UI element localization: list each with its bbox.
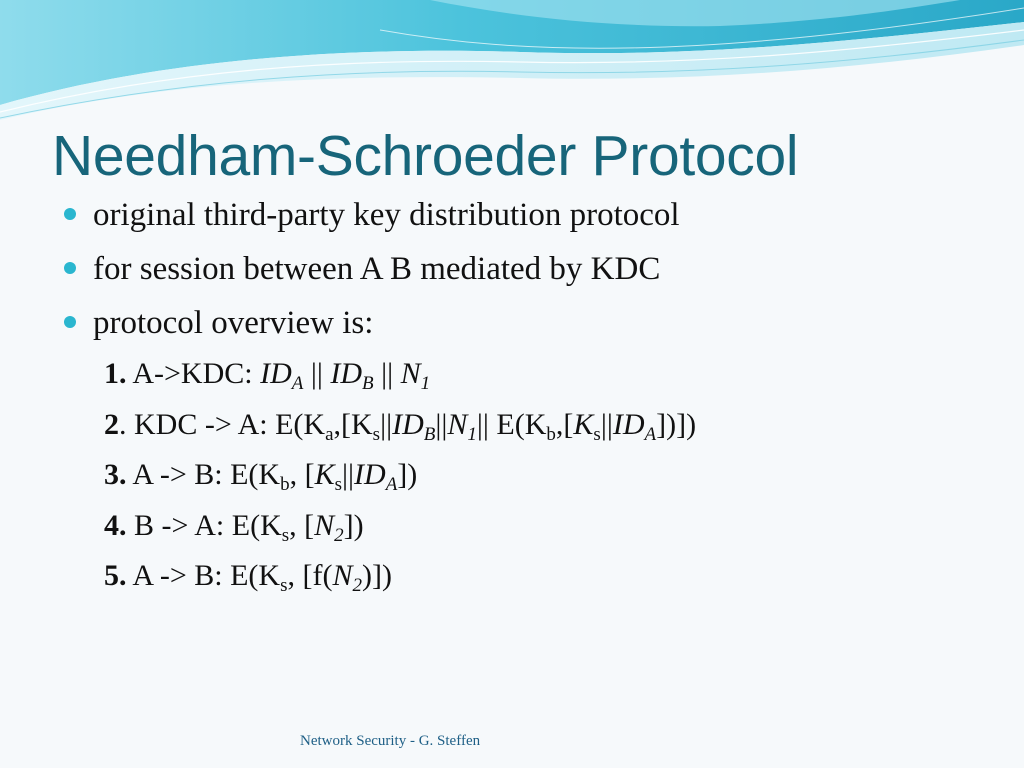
- protocol-step-2: [104, 405, 696, 456]
- bullet-dot-icon: [64, 316, 76, 328]
- subscript: s: [281, 524, 290, 546]
- step-text: , [: [289, 458, 315, 491]
- identifier: ID: [260, 357, 292, 390]
- subscript: 2: [334, 524, 344, 546]
- subscript: 1: [420, 373, 431, 394]
- nonce: N: [314, 508, 335, 542]
- subscript: s: [593, 423, 601, 445]
- identifier: ID: [354, 458, 386, 491]
- step-number: 3.: [104, 458, 127, 491]
- subscript: b: [280, 474, 290, 495]
- subscript: 1: [467, 423, 477, 445]
- step-text: ,[: [555, 407, 574, 441]
- step-text: ||: [600, 407, 613, 441]
- step-text: , [: [289, 508, 315, 542]
- subscript: s: [334, 474, 343, 495]
- slide-footer: Network Security - G. Steffen: [300, 733, 481, 749]
- subscript: a: [325, 423, 334, 445]
- bullet-dot-icon: [64, 208, 76, 220]
- nonce: N: [400, 357, 421, 390]
- step-text: ])]): [656, 407, 697, 441]
- step-text: ||: [380, 407, 393, 441]
- nonce: N: [332, 559, 353, 592]
- step-text: ]): [397, 458, 418, 491]
- identifier: ID: [392, 407, 424, 441]
- bullet-text: original third-party key distribution protocol: [93, 197, 680, 233]
- step-text: B -> A: E(K: [126, 508, 282, 542]
- protocol-step-5: [104, 556, 696, 607]
- step-text: , [f(: [287, 559, 333, 592]
- header-wave-decoration: [0, 0, 1024, 130]
- identifier: ID: [330, 357, 363, 390]
- protocol-step-3: [104, 455, 696, 506]
- protocol-step-4: [104, 506, 696, 557]
- subscript: A: [385, 474, 398, 495]
- step-text: ]): [343, 508, 364, 542]
- key: K: [314, 458, 335, 491]
- protocol-steps: [104, 354, 696, 607]
- bullet-dot-icon: [64, 262, 76, 274]
- key: K: [573, 407, 594, 441]
- subscript: s: [372, 423, 381, 445]
- nonce: N: [447, 407, 468, 441]
- subscript: B: [362, 373, 374, 394]
- bullet-item: [60, 250, 680, 304]
- step-number: 2: [104, 407, 119, 441]
- step-text: ,[K: [333, 407, 373, 441]
- step-text: ||: [373, 357, 401, 390]
- subscript: A: [291, 373, 304, 394]
- subscript: 2: [352, 575, 362, 596]
- bullet-text: for session between A B mediated by KDC: [93, 251, 661, 287]
- slide-title: Needham-Schroeder Protocol: [52, 124, 799, 188]
- step-number: 4.: [104, 508, 127, 542]
- bullet-text: protocol overview is:: [93, 305, 374, 341]
- step-text: )]): [362, 559, 392, 592]
- bullet-item: [60, 304, 680, 358]
- bullet-list: [60, 196, 680, 358]
- protocol-step-1: [104, 354, 696, 405]
- subscript: B: [423, 423, 436, 445]
- step-text: A->KDC:: [126, 357, 261, 390]
- step-text: A -> B: E(K: [126, 559, 281, 592]
- step-number: 1.: [104, 357, 127, 390]
- step-text: ||: [435, 407, 448, 441]
- step-number: 5.: [104, 559, 127, 592]
- step-text: ||: [342, 458, 355, 491]
- step-text: || E(K: [476, 407, 547, 441]
- bullet-item: [60, 196, 680, 250]
- step-text: A -> B: E(K: [126, 458, 281, 491]
- step-text: ||: [303, 357, 331, 390]
- subscript: b: [546, 423, 556, 445]
- subscript: A: [644, 423, 657, 445]
- step-text: . KDC -> A: E(K: [119, 407, 326, 441]
- identifier: ID: [612, 407, 645, 441]
- subscript: s: [280, 575, 288, 596]
